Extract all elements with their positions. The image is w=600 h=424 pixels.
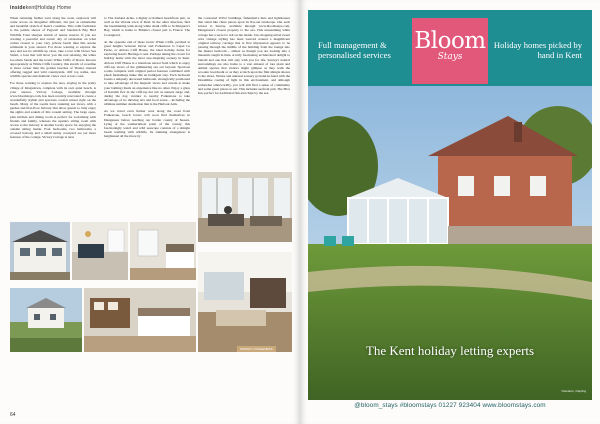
photo-sunray-carriage-interior bbox=[84, 288, 196, 352]
photo-abbots-cliff-exterior bbox=[10, 288, 82, 352]
running-head-prefix: inside bbox=[10, 5, 26, 11]
page-number: 64 bbox=[10, 412, 16, 418]
logo-sub: Stays bbox=[437, 52, 463, 62]
advert-page bbox=[300, 0, 600, 424]
bloom-stays-logo bbox=[412, 18, 488, 84]
running-head-section: kent|Holiday Home bbox=[25, 5, 72, 11]
advert-contact-line: @bloom_stays #bloomstays 01227 923404 www.bloomstays.com bbox=[354, 402, 546, 409]
photo-victory-cottage-kitchen bbox=[72, 222, 128, 280]
running-head bbox=[10, 5, 71, 11]
advert-tagline-right: Holiday homes picked by hand in Kent bbox=[493, 40, 582, 60]
photo-victory-cottage-bedroom bbox=[130, 222, 196, 280]
article-paragraph: As we travel even further west along the coast from Folkestone, beach lovers will soon find themselves in Dungeness before reaching our border county of Sussex. Lying at the southernmost point of the county, this fascinatingly weird and wild seascape consists of a shingle beach teeming with wildlife. Its stunning strangeness is heightened all the more by bbox=[104, 109, 190, 139]
article-paragraph: to The Zetland Arms, a highly acclaimed beachfront pub, as well as the vibrant town of Deal. In the other direction, find the breathtaking walk along white chalk cliffs to St Margaret's Bay, which is home to Britain's closest pub to France: The Coastguard. bbox=[104, 16, 190, 37]
article-paragraph: At the opposite end of these iconic White Cliffs, perched at great heights between Dover and Folkestone is Capel Le Ferne, or Abbots Cliff House, the ideal holiday home for exploring Kent's Heritage Coast. Perhaps taking the crown for holiday home with the most awe-inspiring scenery in Kent, Abbots Cliff House is a luxurious retreat from which to enjoy cliff-top views of the glimmering sea out beyond. Spacious rooms complete with original period features combined with plush furnishings make this an indulgent stay. Each bedroom boasts a uniquely decorated bathroom, strategically positioned to take advantage of the majestic views and certain to make your bathing rituals an experience like no other. Enjoy a glass of Kentish fizz in the cliff-top hot tub as sunsets surge and, during the day, venture to nearby Folkestone to take advantage of its thriving arts and food scene – including the ultimate summer destination that is the Harbour Arm. bbox=[104, 39, 190, 107]
photo-caption-chip: SUNRAY, DUNGENESS bbox=[237, 346, 276, 352]
logo-word: Bloom bbox=[414, 28, 486, 54]
advert-tagline-left: Full management & personalised services bbox=[318, 40, 391, 60]
article-column-2 bbox=[104, 16, 190, 141]
article-paragraph: the converted WW2 buildings, fishermen's huts and lighthouses that stand like chess pieces upon its flat-out landscape. Our such retreat is Sunray, available through www.bloomstays.com, Dungeness's closest property to the sea. This unassuming white cottage has a secret to tell on the inside. Jaw-dropping urban sweet wire vintage styling has been weaved around a magnificent original railway carriage that is first impression appears to be passing through the middle of the building from the lounge into the master bedroom – almost as though you are looking into a museum caught in time. A truly fascinating architectural delight to behold and one that will stay with you for life. Sunray's natural surroundings are also home to a vast amount of rare plant and animal species that visitors might glimpse as they walk the wooden boardwalk or as they scratch upon the flint shingle shores to the shore. Nature and unusual scenery go hand-in-hand with the Dreamlike casting of light in this environment, and although somewhat otherworldly, you will still find a sense of community and some great places to eat. This includes seafront pub, The Pilot Inn, perfect for traditional fish and chips by the sea. bbox=[198, 16, 290, 95]
photo-victory-cottage-exterior bbox=[10, 222, 70, 280]
article-paragraph: When returning further west along the coast, explorers will come across an altogether different, but just as remarkable and beautiful stretch of Kent's coastline. This calm formation is the pebble shores of Pegwell and Sandwich Bay Bird Wildlife Trust sharpen stretch of nature reserve. If you are creating a peaceful and scenic day of relaxation on what comes closest to your very private beach then this serene saltmarsh is your answer. For those wanting to explore the area and see its wildlife up close, take a tour with Dover Sea Safari, a boat that will show you the real relaxing, the white Goodwin Sands and the iconic White Cliffs of Dover. Known appropriately as White Cliffs Country, this stretch of coastline is more rocker than the golden beaches of Thanet, instead offering rugged and wild countryside, cliff top walks, rare wildlife species and dramatic views over across coast. bbox=[10, 16, 96, 79]
article-column-1 bbox=[10, 16, 96, 143]
advert-photo-credit: Oxenturn, Ospring bbox=[561, 389, 586, 393]
article-column-3 bbox=[198, 16, 290, 98]
photo-abbots-cliff-interior bbox=[198, 172, 292, 242]
bloom-stays-advert bbox=[308, 10, 592, 400]
photo-sunray-dungeness bbox=[198, 252, 292, 352]
advert-slogan: The Kent holiday letting experts bbox=[365, 343, 535, 358]
article-paragraph: For those wanting to explore the area, staying in the pretty village of Kingsdown, complete with its own quiet beach, is your answer. Victory Cottage, available through www.bloomstays.com, has been recently renovated to create a wonderfully stylish and spacious coastal retreat right on the beach. Many of the rooms have stunning sea views, with a garden and first-floor balcony that allow guests to truly enjoy the sights and sounds of this coastal setting. The large open-plan kitchen and dining room is perfect for socialising with friends and family, whereas the upstairs sitting room with access to the balcony is another lovely space for enjoying the outside sitting inside. Four bedrooms, two bathrooms, a covered balcony and a small sunny courtyard are yet more features of the cottage. Victory Cottage is next bbox=[10, 81, 96, 140]
